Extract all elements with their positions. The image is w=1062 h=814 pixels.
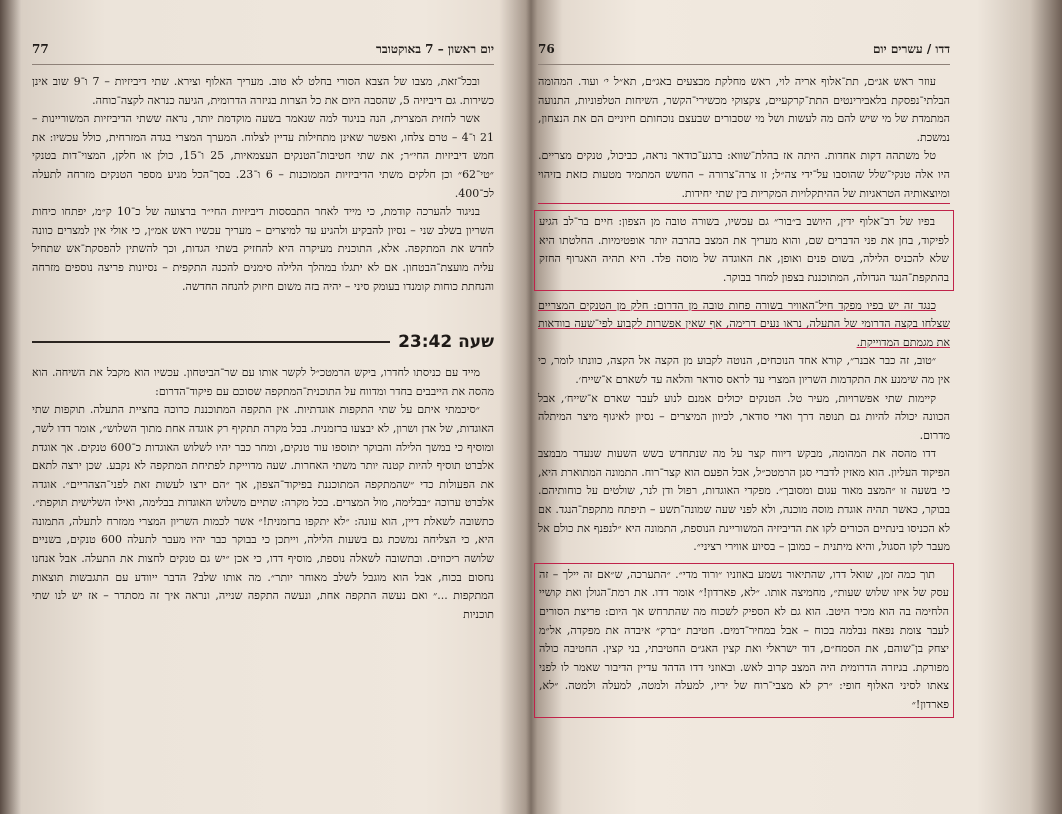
- highlight-box-2-text: תוך כמה זמן, שואל דדו, שהתיאור נשמע באוזניו ״ורוד מדי״. ״התערכה, ש״אם זה יילך – זה עסק של איזו שלוש שעות״, מחמיצה אותו. ״לא, פארדון!״ אומר דדו. את רמת־הגולן ואת קושיי הלחימה בה הוא מכיר היטב. הוא גם לא הספיק לשכוח מה שהתרחש אך היום: פריצת הסורים לעבר צומת נפאח נבלמה בכוח – אבל במחיר־דמים. חטיבת ״ברק״ איבדה את מפקדה, אל״מ יצחק בן־שוהם, את הסמח״ם, דוד ישראלי ואת קצין האג״ם החטיבתי, בני קצין. החטיבה כולה מפורקת. בגיזרה הדרומית היה המצב קרוב לאש. ובאוזני דדו הדהד עדיין הדיבור שאמר לו לפני צאתו לסיני האלוף חופי: ״רק לא מצבי־רוח של יריו, למעלה ולמטה, למעלה ולמטה. ״לא, פארדון!״: [539, 567, 949, 711]
- left-paragraph-3: בניגוד להערכה קודמת, כי מייד לאחר התבססות דיביזיות החי״ר ברצועה של כ־10 ק״מ, יפתחו כיחות השריון בשלב שני – נסיון להבקיע ולהגיע עד למיצרים – מעריך עכשיו ראש אמ״ן, כי אולי אין למצרים כוונה לחדש את המתקפה. אלא, התוכנית מעיקרה היא להחזיק בשתי הגדות, וכך להשתין להפסקת־אש שתחיל עליה מועצת־הבטחון. אם לא יתגלו במהלך הלילה סימנים להכנה התקפית – נסיונות פריצה נוספים מזרחה והנחתת כוחות קומנדו בעומק סיני – יהיה בזה משום חיזוק להנחה החדשה.: [32, 205, 494, 293]
- right-page-number: 76: [538, 42, 555, 56]
- right-paragraph-2: טל משתהה דקות אחדות. היתה אז בהלת־שווא: ברגע־כודאר נראה, כביכול, טנקים מצריים. היו אלה טנקי־שלל שהוסבו על־ידי צה״ל; זו צרה־צרורה – החשש המתמיד מטעות כזאת בזיהוי ומיוצאותיה הטראגיות של ההיתקלויות המקריות בין שתי יחידות.: [538, 147, 950, 204]
- right-paragraph-4: ״טוב, זה כבר אבנר״, קורא אחד הנוכחים, הנוטה לקבוע מן הקצה אל הקצה, כוונתו לומר, כי אין מה שימנע את התקדמות השריון המצרי עד לראס סודאר והלאה עד לשארם א־שייח׳.: [538, 354, 950, 386]
- right-header-title: דדו / עשרים יום: [872, 42, 950, 56]
- left-page-header: [32, 40, 494, 65]
- left-text-top: [32, 73, 494, 296]
- left-paragraph-5: ״סיכמתי איתם על שתי התקפות אוגדתיות. אין התקפה המתוכננת כרוכה בחציית התעלה. תוקפות שתי האוגדות, של אדן ושרון, לא יבצעו ברזמנית. בכל מקרה תתקיף רק אוגדה אחת מתוך השלוש״, אומר דדו לשר, ומוסיף כי במשך הלילה והבוקר יתוספו עוד טנקים, ומחר כבר יהיו לשלוש האוגדות כ־600 טנקים. אך אוגדת אלברט תוסיף להיות קטנה יותר משתי האחרות. שעה מדוייקת לפתיחת המתקפה לא נקבע. שכן ירצה לתאם את הפעולות כדי ״שהמתקפה המתוכננת בפיקוד־הצפון, אך ״הם ירצו לעשות זאת לפני־הצהריים״. אוגדה אלברט ערוכה ״בבלימה, מול המצרים. בכל מקרה: שתיים משלוש האוגדות בבלימה, ואילו השלישית תוקפת״. כתשובה לשאלת דיין, הוא עונה: ״לא יתקפו ברזמנית!״ אשר לכמות השריון המצרי ממזרח לתעלה, התמונה היא, כי הצליחה נמשכת גם בשעות הלילה, וייתכן כי בבוקר כבר יהיו מעבר לתעלה 600 טנקים, בשניים שלושה ריכוזים. ובתשובה לשאלה נוספת, מוסיף דדו, כי אכן ״יש גם טנקים לחצות את התעלה. אבל אנחנו נחסום בכוח, אבל הוא מוגבל לשלב מאוחר יותר״. מה אותו שלב? הדבר ייוודע עם התגבשות תוצאות המתקפות ...״ ואם נעשה התקפה אחת, ונעשה התקפה שנייה, ונראה איך זה מסתדר – אז יש לנו שתי תוכניות: [32, 403, 494, 621]
- left-text-bottom: [32, 364, 494, 624]
- highlight-box-2: [534, 563, 954, 718]
- left-page: [32, 40, 494, 780]
- right-page-header: [538, 40, 950, 65]
- right-paragraph-1: עוזר ראש אג״ם, תת־אלוף אריה לוי, ראש מחלקת מבצעים באג״ם, תא״ל י׳ ועוד. המהומה הבלתי־נפסקת בלאבירינטים התת־קרקעיים, צקצוקי מכשירי־הקשר, השיחות הטלפוניות, התנועה המתמדת של מי שיש להם מה לעשות ושל מי שסבורים שבעצם נוכחותם חיוניים הם את הנצחון, נמשכת.: [538, 75, 950, 144]
- time-section-heading: [32, 330, 494, 354]
- right-paragraph-3: כנגד זה יש בפיו מפקד חיל־האוויר בשורה פחות טובה מן הדרום: חלק מן הטנקים המצריים שצלחו בקצה הדרומי של התעלה, נראו נעים דרימה, אף שאין אפשרות לקבוע לפי־שעה בוודאות את מגמתם המדוייקת.: [538, 298, 950, 349]
- highlight-box-1-text: בפיו של רב־אלוף ידין, היושב ב״בור״ גם עכשיו, בשורה טובה מן הצפון: חיים בר־לב הגיע לפיקוד, בחן את פני הדברים שם, והוא מעריך את המצב בהרבה יותר אופטימיות. החלטתו היא שלא להכניס הלילה, בשום פנים ואופן, את האוגדה של מוסה פלד. היא תהיה האגרוף החזק בהתקפת־הנגד הגדולה, המתוכננת בצפון למחר בבוקר.: [539, 215, 949, 284]
- left-paragraph-1: ובכל־זאת, מצבו של הצבא הסורי בחלט לא טוב. מעריך האלוף וצירא. שתי דיביזיות – 7 ו־9 שוב אינן כשירות. גם דיביזיה 5, שהסבה היום את כל הצרות בגיזרה הדרומית, הגיעה כנראה לקצה־כוחה.: [32, 75, 494, 107]
- right-paragraph-6: דדו מהסה את המהומה, מבקש דיווח קצר על מה שנתחדש בשש השעות שנעדר מבמצב הפיקוד העליון. הוא מאזין לדברי סגן הרמטכ״ל, אבל הפעם הוא קצר־רוח. התמונה המתוארת היא, כי בשעה זו ״המצב מאוד עגום ומסובך״. מפקדי האוגדות, רפול ודן לנר, שולטים על כוחותיהם. בבוקר, כאשר תהיה אוגדת מוסה מוכנה, ולא לפני שעה שמונה־תשע – תיפתח מתקפת־הנגד. אם לא הכניסו בינתיים הכורים לקו את הדיביזיה המשוריינת הנוספת, התמונה היא ״לנפנף את כולם אל מעבר לקו הסגול, והיא מיתנית – כמובן – בסיוע אווירי רציני״.: [538, 447, 950, 554]
- left-paragraph-2: אשר לחזית המצרית, הנה בניגוד למה שנאמר בשעה מוקדמת יותר, נראה ששתי הדיביזיות המשוריינות – 21 ו־4 – טרם צלחו, ואפשר שאינן מתחילות עדיין לצלוח. המערך המצרי בגדה המזרחית, כולל עכשיו: את חמש דיביזיות החי״ר; את שתי חטיבות־הטנקים העצמאיות, 25 ו־15, כולן או חלקן, המצוי־דות בטנקי ״טי־62״ וכן חלקים משתי הדיביזיות הממוכנות – 6 ו־23. בסך־הכל מגיע מספר הטנקים מזרחה לתעלה לכ־400.: [32, 112, 494, 200]
- right-paragraph-5: קיימות שתי אפשרויות, מעיר טל. הטנקים יכולים אמנם לנוע לעבר שארם א־שייח׳, אבל הכוונה יכולה להיות גם תנופה דרך ואדי סודאר, לכיוון המיצרים – נסיון לאיגוף מיצר המיתלה מדרום.: [538, 391, 950, 442]
- left-header-title: יום ראשון – 7 באוקטובר: [376, 42, 494, 56]
- right-page: [538, 40, 950, 780]
- time-heading-label: שעה 23:42: [398, 331, 494, 352]
- heading-rule: [32, 341, 390, 343]
- highlight-box-1: [534, 210, 954, 290]
- left-page-number: 77: [32, 42, 49, 56]
- left-paragraph-4: מייד עם כניסתו לחדרו, ביקש הרמטכ״ל לקשר אותו עם שר־הביטחון. עכשיו הוא מקבל את השיחה. הוא מהסה את הייבבים בחדר ומדווח על התוכנית־המתקפה שסוכם עם פיקוד־הדרום:: [32, 366, 494, 398]
